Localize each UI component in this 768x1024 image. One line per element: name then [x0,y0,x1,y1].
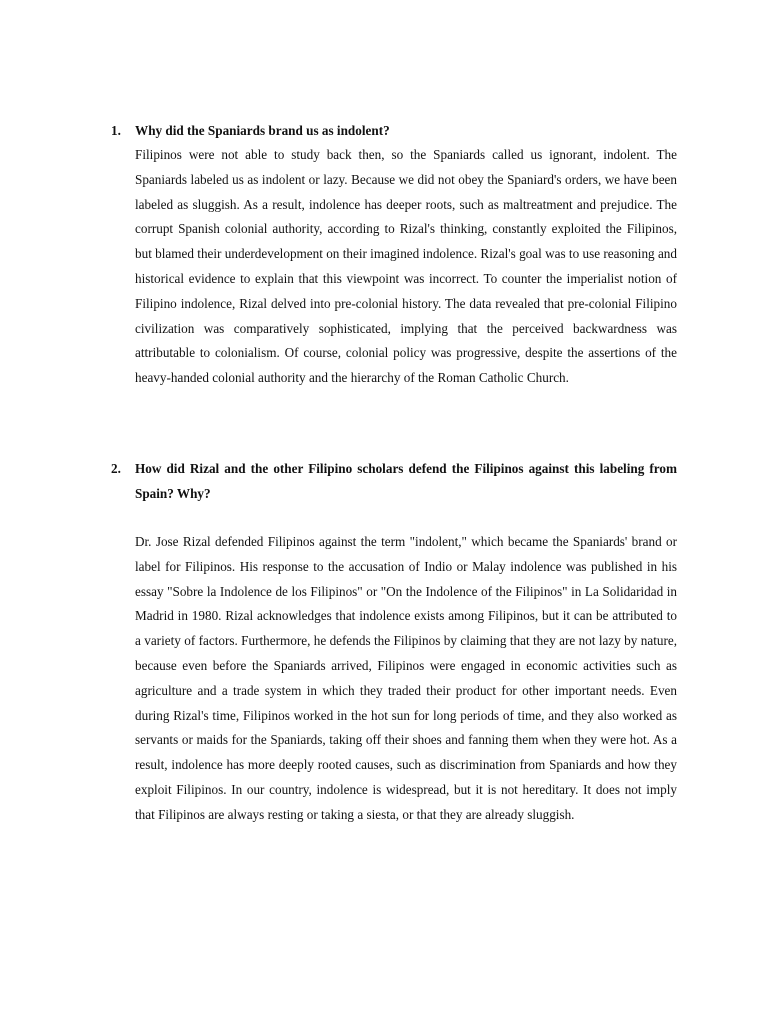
question-number: 1. [111,123,121,138]
question-text: How did Rizal and the other Filipino scholars defend the Filipinos against this labeling from Spain? Why? [135,461,677,501]
question-1 [111,118,677,143]
question-text: Why did the Spaniards brand us as indolent? [135,123,390,138]
answer-1: Filipinos were not able to study back then, so the Spaniards called us ignorant, indolent. The Spaniards labeled us as indolent or lazy. Because we did not obey the Spaniard's orders, we have been labeled as sluggish. As a result, indolence has deeper roots, such as maltreatment and prejudice. The corrupt Spanish colonial authority, according to Rizal's thinking, constantly exploited the Filipinos, but blamed their underdevelopment on their imagined indolence. Rizal's goal was to use reasoning and historical evidence to explain that this viewpoint was incorrect. To counter the imperialist notion of Filipino indolence, Rizal delved into pre-colonial history. The data revealed that pre-colonial Filipino civilization was comparatively sophisticated, implying that the perceived backwardness was attributable to colonialism. Of course, colonial policy was progressive, despite the assertions of the heavy-handed colonial authority and the hierarchy of the Roman Catholic Church. [135,147,677,386]
question-2 [111,456,677,506]
question-number: 2. [111,461,121,476]
answer-2: Dr. Jose Rizal defended Filipinos against the term "indolent," which became the Spaniards' brand or label for Filipinos. His response to the accusation of Indio or Malay indolence was published in his essay "Sobre la Indolence de los Filipinos" or "On the Indolence of the Filipinos" in La Solidaridad in Madrid in 1980. Rizal acknowledges that indolence exists among Filipinos, but it can be attributed to a variety of factors. Furthermore, he defends the Filipinos by claiming that they are not lazy by nature, because even before the Spaniards arrived, Filipinos were engaged in economic activities such as agriculture and a trade system in which they traded their product for other important needs. Even during Rizal's time, Filipinos worked in the hot sun for long periods of time, and they also worked as servants or maids for the Spaniards, taking off their shoes and fanning them when they were hot. As a result, indolence has more deeply rooted causes, such as discrimination from Spaniards and how they exploit Filipinos. In our country, indolence is widespread, but it is not hereditary. It does not imply that Filipinos are always resting or taking a siesta, or that they are already sluggish. [135,534,677,822]
